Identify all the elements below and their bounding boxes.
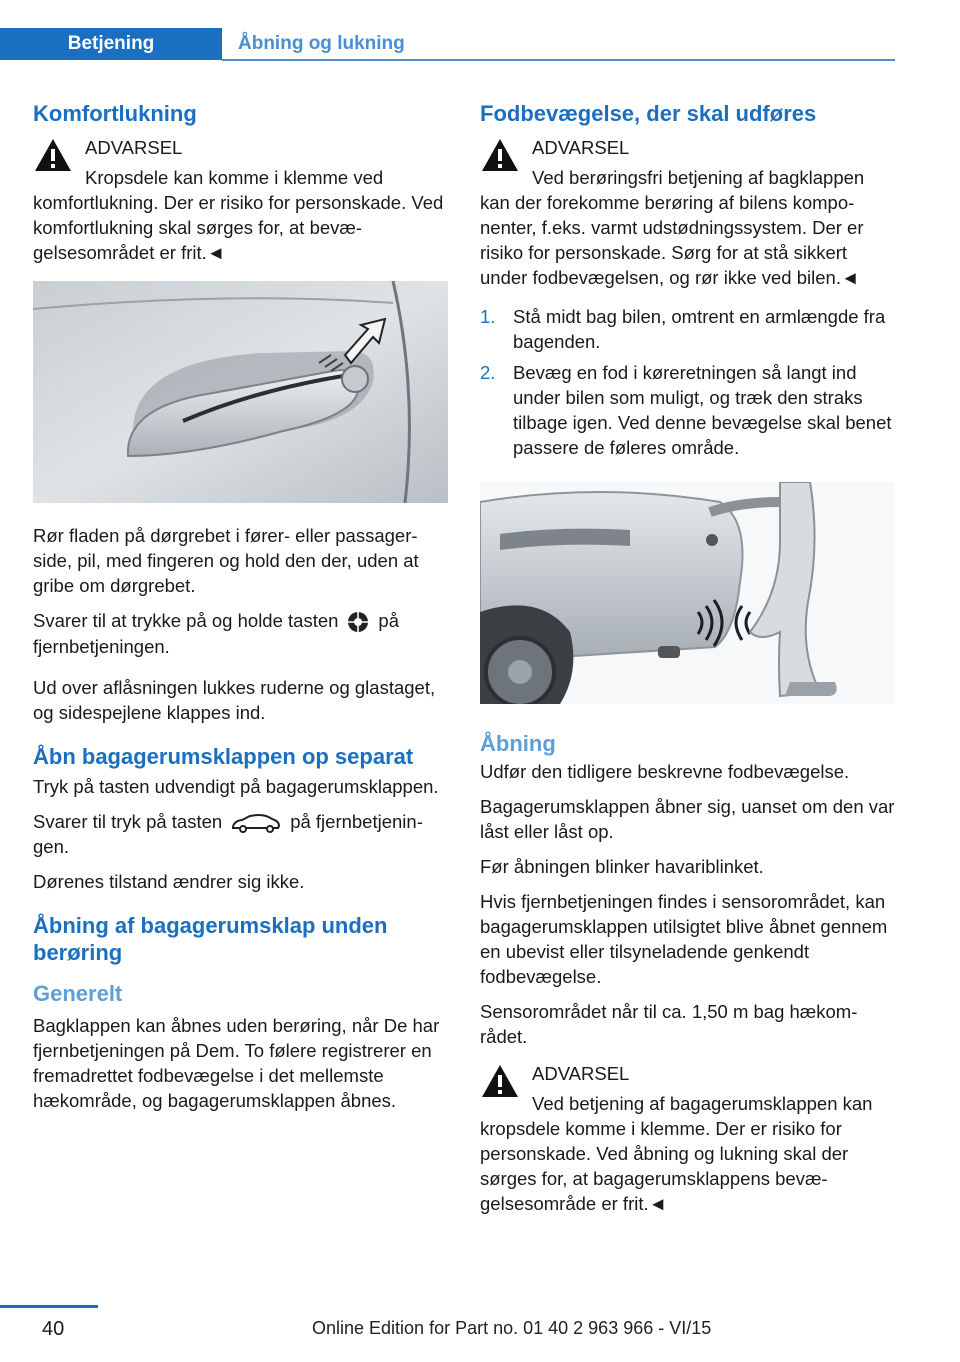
warning-box <box>33 135 448 265</box>
paragraph <box>33 809 448 859</box>
warning-title: ADVARSEL <box>85 137 183 158</box>
subheading-opening: Åbning <box>480 731 556 756</box>
steps-list <box>480 304 895 460</box>
section-heading-separate-opening: Åbn bagagerumsklappen op separat <box>33 744 414 770</box>
warning-text: Kropsdele kan komme i klemme ved komfortlukning. Der er risiko for personskade. Ved komfortlukning skal sørges for, at bevægelsesområdet er frit.◄ <box>33 167 444 263</box>
step-number: 2. <box>480 362 496 383</box>
list-item <box>480 360 895 460</box>
paragraph-text: på fjernbetjeningen. <box>33 610 399 658</box>
page-header <box>0 28 895 62</box>
warning-triangle-icon <box>480 137 520 173</box>
foot-gesture-illustration <box>480 482 895 704</box>
warning-text: Ved berøringsfri betjening af bagklappen kan der forekomme berøring af bilens komponenter, f.eks. varmt udstødningssystem. Der er risiko for personskade. Sørg for at stå sikkert under fodbevægelsen, og rør ikke ved bilen.◄ <box>480 167 865 288</box>
footer-divider <box>0 1305 98 1308</box>
paragraph: Udfør den tidligere beskrevne fodbevægelse. <box>480 761 850 782</box>
paragraph: Bagklappen kan åbnes uden berøring, når De har fjernbetjeningen på Dem. To følere registrerer en fremadrettet fodbevægelse i det mellemste hækområde, og bagagerumsklappen åbnes. <box>33 1015 440 1112</box>
paragraph: Før åbningen blinker havariblinket. <box>480 856 764 877</box>
paragraph-text: på fjernbetjeningen. <box>33 811 423 858</box>
paragraph-text: Svarer til tryk på tasten <box>33 811 223 833</box>
step-text: Bevæg en fod i køreretningen så langt ind under bilen som muligt, og træk den straks tilbage igen. Ved denne bevægelse skal benet passere de føleres område. <box>513 362 892 458</box>
chapter-tab[interactable]: Betjening <box>0 28 222 60</box>
warning-title: ADVARSEL <box>532 1063 630 1084</box>
step-text: Stå midt bag bilen, omtrent en armlængde fra bagenden. <box>513 306 886 352</box>
paragraph-text: Svarer til at trykke på og holde tasten <box>33 610 339 631</box>
paragraph: Sensorområdet når til ca. 1,50 m bag hækområdet. <box>480 1001 858 1047</box>
warning-text: Ved betjening af bagagerumsklappen kan kropsdele komme i klemme. Der er risiko for personskade. Ved åbning og lukning skal der sørges for, at bagagerumsklappens bevægelsesområde er frit.◄ <box>480 1093 873 1214</box>
section-heading-foot-movement: Fodbevægelse, der skal udføres <box>480 101 817 126</box>
header-divider <box>222 59 895 61</box>
section-tab[interactable]: Åbning og lukning <box>238 33 405 54</box>
warning-title: ADVARSEL <box>532 137 630 158</box>
lock-button-icon <box>346 610 370 634</box>
section-heading-touchless-opening: Åbning af bagagerumsklap unden berøring <box>33 913 388 966</box>
left-column <box>33 100 448 1123</box>
page-number: 40 <box>42 1318 65 1340</box>
paragraph: Rør fladen på dørgrebet i fører- eller passagerside, pil, med fingeren og hold den der, uden at gribe om dørgrebet. <box>33 525 419 596</box>
paragraph: Dørenes tilstand ændrer sig ikke. <box>33 871 305 893</box>
tailgate-button-icon <box>230 812 282 834</box>
paragraph: Bagagerumsklappen åbner sig, uanset om den var låst eller låst op. <box>480 796 895 842</box>
warning-box <box>480 1061 895 1216</box>
door-handle-illustration <box>33 281 448 503</box>
right-column <box>480 100 895 1230</box>
section-heading-komfortlukning: Komfortlukning <box>33 101 197 126</box>
subheading-general: Generelt <box>33 981 123 1007</box>
paragraph <box>33 608 448 659</box>
paragraph: Hvis fjernbetjeningen findes i sensorområdet, kan bagagerumsklappen utilsigtet blive åbnet gennem en ubevist eller tilsyneladende genkendt fodbevægelse. <box>480 891 888 987</box>
warning-box <box>480 135 895 290</box>
footer-edition: Online Edition for Part no. 01 40 2 963 966 - VI/15 <box>312 1318 712 1338</box>
paragraph: Ud over aflåsningen lukkes ruderne og glastaget, og sidespejlene klappes ind. <box>33 677 436 724</box>
warning-triangle-icon <box>33 137 73 173</box>
list-item <box>480 304 895 354</box>
warning-triangle-icon <box>480 1063 520 1099</box>
paragraph: Tryk på tasten udvendigt på bagagerumsklappen. <box>33 776 439 798</box>
step-number: 1. <box>480 306 496 327</box>
